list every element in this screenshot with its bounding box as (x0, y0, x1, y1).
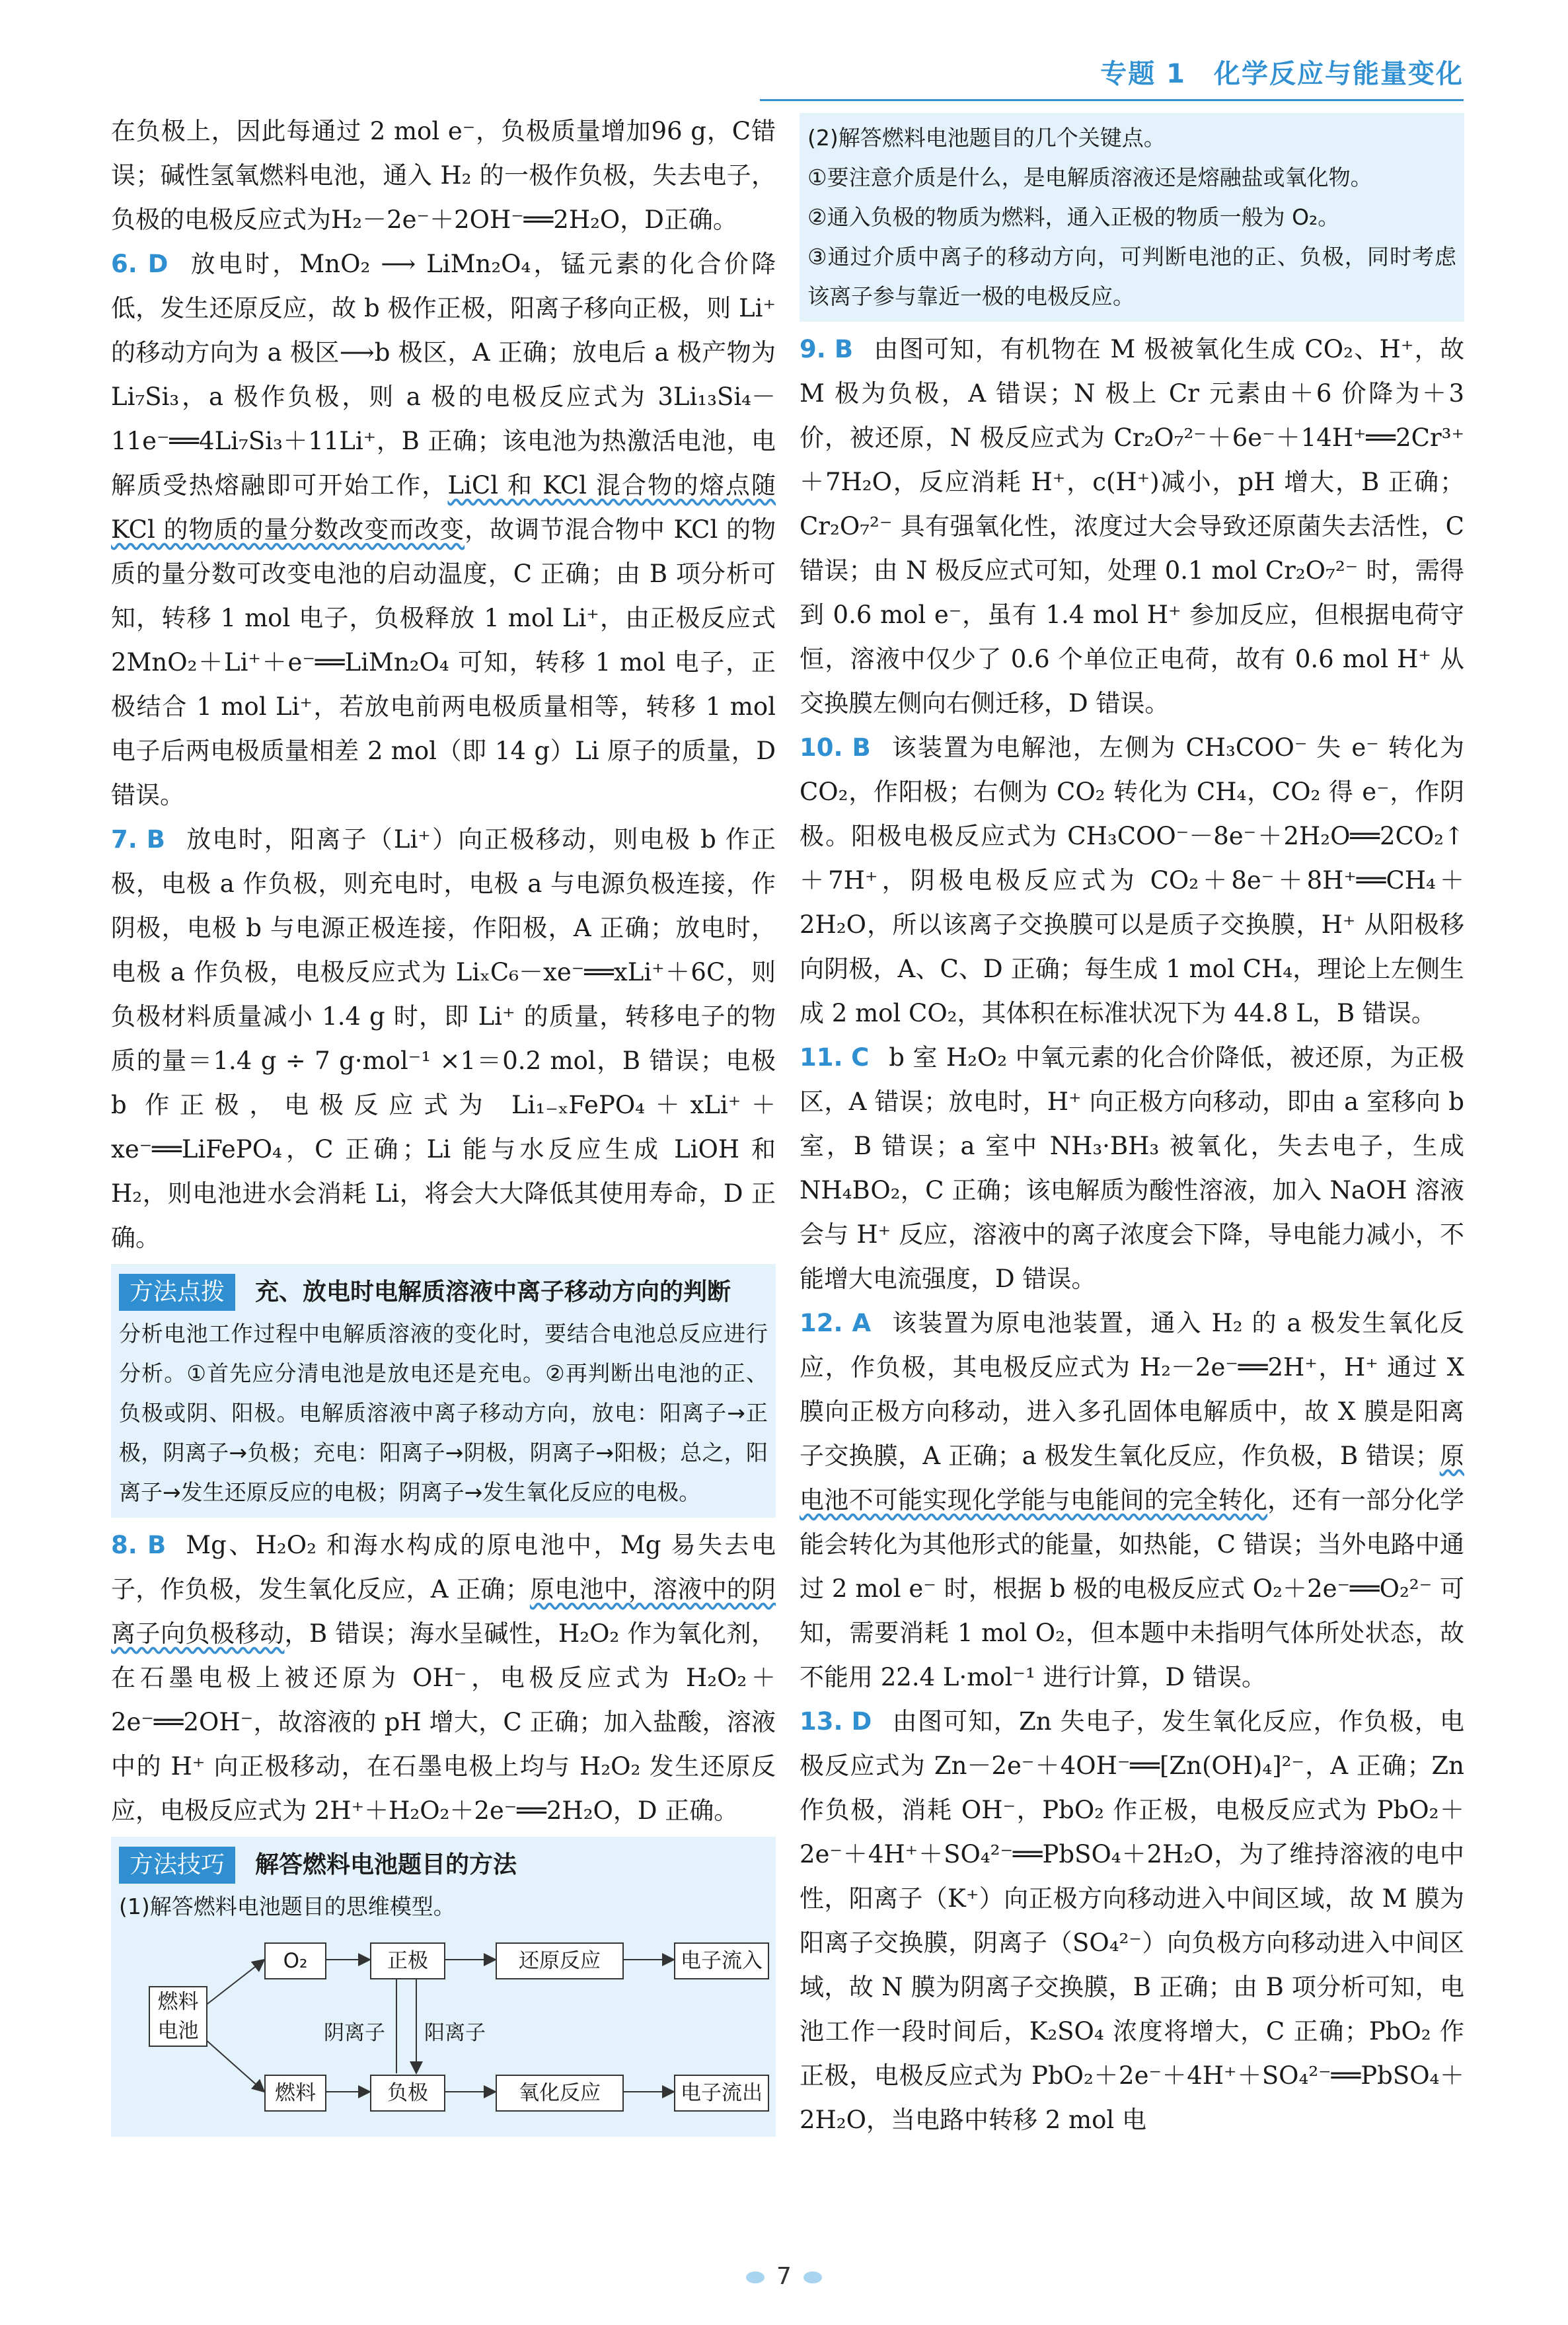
q8-answer: B (147, 1531, 167, 1559)
question-10 (800, 725, 1464, 1035)
question-7 (111, 817, 776, 1260)
flow-box-o2: O₂ (264, 1942, 326, 1979)
flow-label-anion: 阴离子 (324, 2021, 385, 2045)
intro-paragraph: 在负极上，因此每通过 2 mol e⁻，负极质量增加96 g，C错误；碱性氢氧燃料电池，通入 H₂ 的一极作负极，失去电子，负极的电极反应式为H₂－2e⁻＋2OH⁻══2H₂O，D正确。 (111, 117, 776, 234)
method-tip-title: 充、放电时电解质溶液中离子移动方向的判断 (255, 1278, 731, 1306)
q12-answer: A (852, 1309, 872, 1337)
q12-text-b: ，还有一部分化学能会转化为其他形式的能量，如热能，C 错误；当外电路中通过 2 mol e⁻ 时，根据 b 极的电极反应式 O₂＋2e⁻══O₂²⁻ 可知，需要消耗 1 mol O₂，但本题中未指明气体所处状态，故不能用 22.4 L·mol⁻¹ 进行计算，D 错误。 (800, 1486, 1465, 1691)
q6-answer: D (147, 250, 168, 278)
question-9 (800, 327, 1464, 725)
q8-number: 8. (111, 1531, 137, 1559)
flow-box-fuel-cell: 燃料电池 (149, 1986, 207, 2047)
page-header-title: 专题 1 化学反应与能量变化 (1100, 59, 1464, 89)
flow-box-electron-out: 电子流出 (674, 2075, 769, 2112)
method-skill-tag: 方法技巧 (119, 1847, 235, 1884)
method-skill-box (111, 1837, 776, 2137)
key-point-3: ③通过介质中离子的移动方向，可判断电池的正、负极，同时考虑该离子参与靠近一极的电极反应。 (807, 244, 1456, 309)
q9-answer: B (834, 335, 854, 363)
q9-text: 由图可知，有机物在 M 极被氧化生成 CO₂、H⁺，故 M 极为负极，A 错误；N 极上 Cr 元素由＋6 价降为＋3 价，被还原，N 极反应式为 Cr₂O₇²⁻＋6e⁻＋14H⁺══2Cr³⁺＋7H₂O，反应消耗 H⁺，c(H⁺)减小，pH 增大，B 正确；Cr₂O₇²⁻ 具有强氧化性，浓度过大会导致还原菌失去活性，C 错误；由 N 极反应式可知，处理 0.1 mol Cr₂O₇²⁻ 时，需得到 0.6 mol e⁻，虽有 1.4 mol H⁺ 参加反应，但根据电荷守恒，溶液中仅少了 0.6 个单位正电荷，故有 0.6 mol H⁺ 从交换膜左侧向右侧迁移，D 错误。 (800, 335, 1464, 718)
q8-wavy-text: 原电池中，溶液中的阴离子向负极移动 (111, 1575, 776, 1648)
q13-text: 由图可知，Zn 失电子，发生氧化反应，作负极，电极反应式为 Zn－2e⁻＋4OH⁻══[Zn(OH)₄]²⁻，A 正确；Zn 作负极，消耗 OH⁻，PbO₂ 作正极，电极反应式为 PbO₂＋2e⁻＋4H⁺＋SO₄²⁻══PbSO₄＋2H₂O，为了维持溶液的电中性，阳离子（K⁺）向正极方向移动进入中间区域，故 M 膜为阳离子交换膜，阴离子（SO₄²⁻）向负极方向移动进入中间区域，故 N 膜为阴离子交换膜，B 正确；由 B 项分析可知，电池工作一段时间后，K₂SO₄ 浓度将增大，C 正确；PbO₂ 作正极，电极反应式为 PbO₂＋2e⁻＋4H⁺＋SO₄²⁻══PbSO₄＋2H₂O，当电路中转移 2 mol 电 (800, 1707, 1464, 2134)
q8-text-a: Mg、H₂O₂ 和海水构成的原电池中，Mg 易失去电子，作负极，发生氧化反应，A 正确； (111, 1531, 776, 1604)
question-13 (800, 1699, 1464, 2142)
q10-answer: B (852, 733, 871, 762)
right-column (800, 109, 1464, 2142)
leaf-icon (803, 2271, 822, 2283)
q11-answer: C (851, 1043, 870, 1072)
method-skill-title: 解答燃料电池题目的方法 (255, 1851, 517, 1878)
page-number-text: 7 (776, 2263, 792, 2290)
flow-box-negative: 负极 (370, 2075, 445, 2112)
question-11 (800, 1035, 1464, 1301)
method-tip-box (111, 1264, 776, 1518)
flow-box-positive: 正极 (370, 1942, 445, 1979)
method-tip-tag: 方法点拨 (119, 1274, 235, 1311)
flow-box-reduction: 还原反应 (496, 1942, 624, 1979)
page-number (727, 2263, 841, 2290)
q13-number: 13. (800, 1707, 843, 1736)
key-points-subtitle: (2)解答燃料电池题目的几个关键点。 (807, 125, 1166, 151)
q8-text-b: ，B 错误；海水呈碱性，H₂O₂ 作为氧化剂，在石墨电极上被还原为 OH⁻，电极反应式为 H₂O₂＋2e⁻══2OH⁻，故溶液的 pH 增大，C 正确；加入盐酸，溶液中的 H⁺ 向正极移动，在石墨电极上均与 H₂O₂ 发生还原反应，电极反应式为 2H⁺＋H₂O₂＋2e⁻══2H₂O，D 正确。 (111, 1619, 776, 1825)
fuel-cell-flow-diagram (119, 1933, 768, 2131)
q11-text: b 室 H₂O₂ 中氧元素的化合价降低，被还原，为正极区，A 错误；放电时，H⁺ 向正极方向移动，即由 a 室移向 b 室，B 错误；a 室中 NH₃·BH₃ 被氧化，失去电子，生成 NH₄BO₂，C 正确；该电解质为酸性溶液，加入 NaOH 溶液会与 H⁺ 反应，溶液中的离子浓度会下降，导电能力减小，不能增大电流强度，D 错误。 (800, 1043, 1465, 1293)
q7-text: 放电时，阳离子（Li⁺）向正极移动，则电极 b 作正极，电极 a 作负极，则充电时，电极 a 与电源负极连接，作阴极，电极 b 与电源正极连接，作阳极，A 正确；放电时，电极 a 作负极，电极反应式为 LiₓC₆－xe⁻══xLi⁺＋6C，则负极材料质量减小 1.4 g 时，即 Li⁺ 的质量，转移电子的物质的量＝1.4 g ÷ 7 g·mol⁻¹ ×1＝0.2 mol，B 错误；电极 b 作正极，电极反应式为 Li₁₋ₓFePO₄＋xLi⁺＋xe⁻══LiFePO₄，C 正确；Li 能与水反应生成 LiOH 和 H₂，则电池进水会消耗 Li，将会大大降低其使用寿命，D 正确。 (111, 825, 776, 1252)
header-rule (760, 99, 1464, 101)
left-column (111, 109, 776, 2142)
q7-number: 7. (111, 825, 137, 854)
method-skill-box-continued (800, 113, 1464, 322)
flow-label-cation: 阳离子 (424, 2021, 486, 2045)
q13-answer: D (851, 1707, 872, 1736)
q9-number: 9. (800, 335, 826, 363)
key-point-1: ①要注意介质是什么，是电解质溶液还是熔融盐或氧化物。 (807, 165, 1372, 190)
question-6 (111, 242, 776, 817)
flow-box-fuel: 燃料 (264, 2075, 326, 2112)
q6-text-a: 放电时，MnO₂ ⟶ LiMn₂O₄，锰元素的化合价降低，发生还原反应，故 b 极作正极，阳离子移向正极，则 Li⁺ 的移动方向为 a 极区⟶b 极区，A 正确；放电后 a 极产物为 Li₇Si₃，a 极作负极，则 a 极的电极反应式为 3Li₁₃Si₄－11e⁻══4Li₇Si₃＋11Li⁺，B 正确；该电池为热激活电池，电解质受热熔融即可开始工作， (111, 250, 776, 499)
method-skill-subtitle: (1)解答燃料电池题目的思维模型。 (119, 1894, 455, 1919)
flow-box-oxidation: 氧化反应 (496, 2075, 624, 2112)
flow-box-electron-in: 电子流入 (674, 1942, 769, 1979)
q12-text-a: 该装置为原电池装置，通入 H₂ 的 a 极发生氧化反应，作负极，其电极反应式为 H₂－2e⁻══2H⁺，H⁺ 通过 X 膜向正极方向移动，进入多孔固体电解质中，故 X 膜是阳离子交换膜，A 正确；a 极发生氧化反应，作负极，B 错误； (800, 1309, 1465, 1470)
q10-number: 10. (800, 733, 843, 762)
question-8 (111, 1523, 776, 1833)
q10-text: 该装置为电解池，左侧为 CH₃COO⁻ 失 e⁻ 转化为 CO₂，作阳极；右侧为 CO₂ 转化为 CH₄，CO₂ 得 e⁻，作阴极。阳极电极反应式为 CH₃COO⁻－8e⁻＋2H₂O══2CO₂↑＋7H⁺，阴极电极反应式为 CO₂＋8e⁻＋8H⁺══CH₄＋2H₂O，所以该离子交换膜可以是质子交换膜，H⁺ 从阳极移向阴极，A、C、D 正确；每生成 1 mol CH₄，理论上左侧生成 2 mol CO₂，其体积在标准状况下为 44.8 L，B 错误。 (800, 733, 1464, 1027)
question-12 (800, 1301, 1464, 1699)
q7-answer: B (146, 825, 165, 854)
key-point-2: ②通入负极的物质为燃料，通入正极的物质一般为 O₂。 (807, 204, 1340, 230)
leaf-icon (746, 2271, 765, 2283)
q12-wavy-text: 原电池不可能实现化学能与电能间的完全转化 (800, 1442, 1464, 1514)
q6-text-b: ，故调节混合物中 KCl 的物质的量分数可改变电池的启动温度，C 正确；由 B 项分析可知，转移 1 mol 电子，负极释放 1 mol Li⁺，由正极反应式 2MnO₂＋Li⁺＋e⁻══LiMn₂O₄ 可知，转移 1 mol 电子，正极结合 1 mol Li⁺，若放电前两电极质量相等，转移 1 mol 电子后两电极质量相差 2 mol（即 14 g）Li 原子的质量，D 错误。 (111, 515, 776, 809)
q11-number: 11. (800, 1043, 843, 1072)
q12-number: 12. (800, 1309, 843, 1337)
method-tip-text: 分析电池工作过程中电解质溶液的变化时，要结合电池总反应进行分析。①首先应分清电池是放电还是充电。②再判断出电池的正、负极或阴、阳极。电解质溶液中离子移动方向，放电：阳离子→正极，阴离子→负极；充电：阳离子→阴极，阴离子→阳极；总之，阳离子→发生还原反应的电极；阴离子→发生氧化反应的电极。 (119, 1321, 768, 1505)
q6-wavy-text: LiCl 和 KCl 混合物的熔点随 KCl 的物质的量分数改变而改变 (111, 471, 776, 544)
q6-number: 6. (111, 250, 137, 278)
